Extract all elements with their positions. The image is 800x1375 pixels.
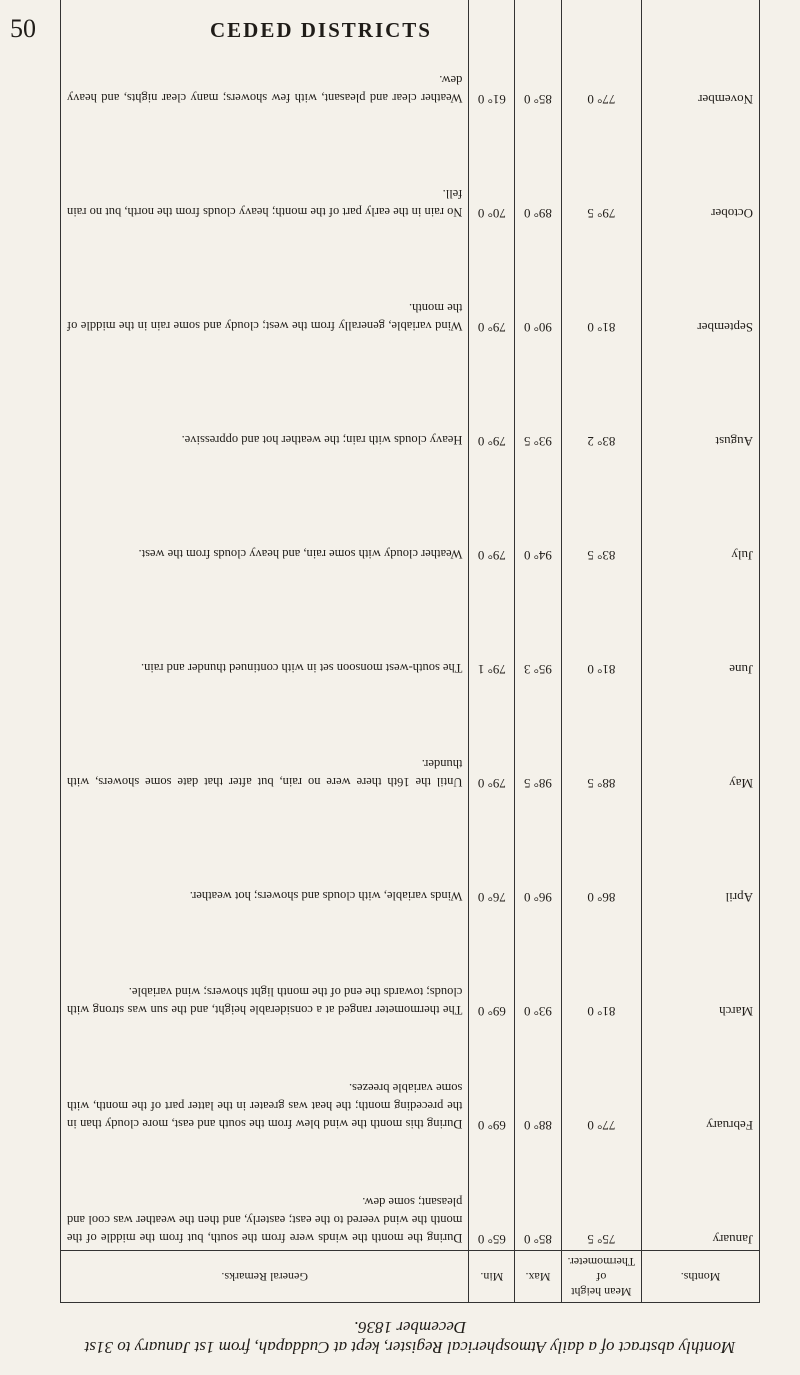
column-header-months: Months. [642, 1251, 760, 1303]
table-row [61, 452, 760, 566]
month-cell: August [642, 338, 760, 452]
min-cell: 65° 0 [469, 1136, 515, 1251]
mean-cell: 83° 2 [561, 338, 642, 452]
table-row [61, 338, 760, 452]
max-cell: 85° 0 [515, 0, 561, 110]
remarks-cell: Weather clear and pleasant, with few showers; many clear nights, and heavy dew. [61, 0, 469, 110]
min-cell: 76° 0 [469, 794, 515, 908]
min-cell: 79° 0 [469, 452, 515, 566]
min-cell: 79° 1 [469, 566, 515, 680]
remarks-cell: The thermometer ranged at a considerable height, and the sun was strong with clouds; towards the end of the month light showers; wind variable. [61, 908, 469, 1022]
remarks-cell: Weather cloudy with some rain, and heavy clouds from the west. [61, 452, 469, 566]
max-cell: 85° 0 [515, 1136, 561, 1251]
running-header: CEDED DISTRICTS [210, 18, 432, 42]
min-cell: 79° 0 [469, 224, 515, 338]
min-cell: 70° 0 [469, 110, 515, 224]
mean-cell: 79° 5 [561, 110, 642, 224]
mean-cell: 77° 0 [561, 1022, 642, 1136]
max-cell: 88° 0 [515, 1022, 561, 1136]
max-cell: 93° 5 [515, 338, 561, 452]
mean-cell: 81° 0 [561, 566, 642, 680]
mean-cell: 86° 0 [561, 794, 642, 908]
column-header-min: Min. [469, 1251, 515, 1303]
rotated-table-page [60, 72, 760, 1365]
weather-register-table [60, 0, 760, 1303]
mean-cell: 77° 0 [561, 0, 642, 110]
table-row [61, 110, 760, 224]
remarks-cell: Heavy clouds with rain; the weather hot and oppressive. [61, 338, 469, 452]
month-cell: July [642, 452, 760, 566]
remarks-cell: During this month the wind blew from the south and east, more cloudy than in the preceding month; the heat was greater in the latter part of the month, with some variable breezes. [61, 1022, 469, 1136]
month-cell: June [642, 566, 760, 680]
table-row [61, 1022, 760, 1136]
remarks-cell: The south-west monsoon set in with continued thunder and rain. [61, 566, 469, 680]
month-cell: January [642, 1136, 760, 1251]
max-cell: 93° 0 [515, 908, 561, 1022]
table-row [61, 1136, 760, 1251]
mean-cell: 83° 5 [561, 452, 642, 566]
min-cell: 69° 0 [469, 1022, 515, 1136]
table-title: Monthly abstract of a daily Atmospherical Register, kept at Cuddapah, from 1st January to 31st December 1836. [84, 1318, 736, 1357]
table-row [61, 794, 760, 908]
table-row [61, 0, 760, 110]
month-cell: May [642, 680, 760, 794]
table-header-row [61, 1251, 760, 1303]
table-row [61, 680, 760, 794]
table-row [61, 908, 760, 1022]
mean-cell: 75° 5 [561, 1136, 642, 1251]
max-cell: 90° 0 [515, 224, 561, 338]
page-number: 50 [10, 14, 36, 43]
month-cell: February [642, 1022, 760, 1136]
max-cell: 96° 0 [515, 794, 561, 908]
month-cell: October [642, 110, 760, 224]
min-cell: 69° 0 [469, 908, 515, 1022]
column-header-max: Max. [515, 1251, 561, 1303]
month-cell: November [642, 0, 760, 110]
min-cell: 61° 0 [469, 0, 515, 110]
min-cell: 79° 0 [469, 338, 515, 452]
mean-cell: 81° 0 [561, 908, 642, 1022]
column-header-mean: Mean height of Thermometer. [561, 1251, 642, 1303]
remarks-cell: Until the 16th there were no rain, but after that date some showers, with thunder. [61, 680, 469, 794]
month-cell: March [642, 908, 760, 1022]
table-row [61, 224, 760, 338]
table-row [61, 566, 760, 680]
min-cell: 79° 0 [469, 680, 515, 794]
mean-cell: 88° 5 [561, 680, 642, 794]
remarks-cell: Wind variable, generally from the west; cloudy and some rain in the middle of the month. [61, 224, 469, 338]
month-cell: April [642, 794, 760, 908]
mean-cell: 81° 0 [561, 224, 642, 338]
month-cell: September [642, 224, 760, 338]
remarks-cell: No rain in the early part of the month; heavy clouds from the north, but no rain fell. [61, 110, 469, 224]
column-header-remarks: General Remarks. [61, 1251, 469, 1303]
max-cell: 94° 0 [515, 452, 561, 566]
max-cell: 98° 5 [515, 680, 561, 794]
max-cell: 89° 0 [515, 110, 561, 224]
remarks-cell: Winds variable, with clouds and showers; hot weather. [61, 794, 469, 908]
max-cell: 95° 3 [515, 566, 561, 680]
remarks-cell: During the month the winds were from the south, but from the middle of the month the wind veered to the east; easterly, and then the weather was cool and pleasant; some dew. [61, 1136, 469, 1251]
